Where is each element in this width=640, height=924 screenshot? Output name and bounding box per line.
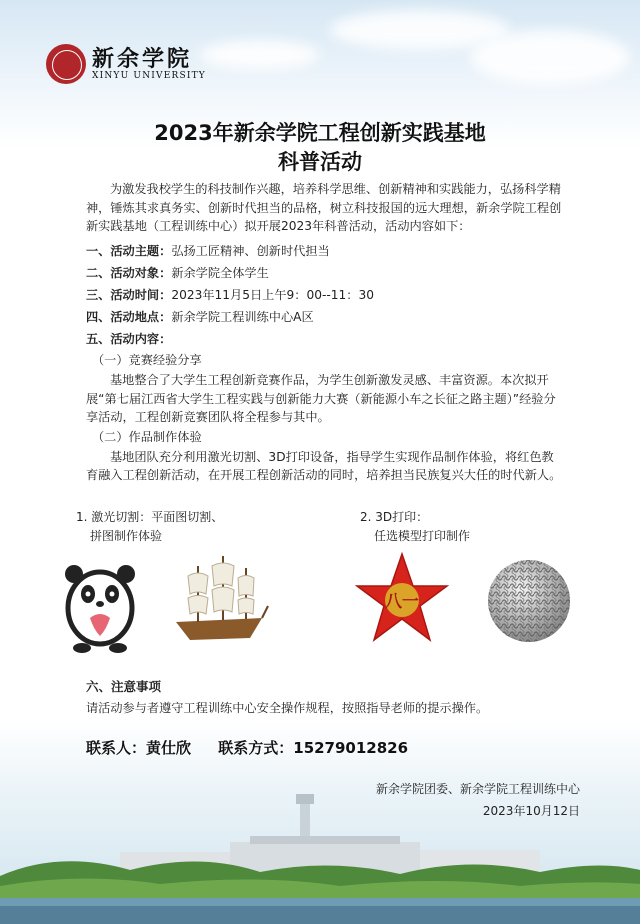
item-location: 四、活动地点：新余学院工程训练中心A区: [86, 310, 314, 324]
poster-title-line2: 科普活动: [278, 150, 362, 174]
logo-english-name: XINYU UNIVERSITY: [92, 71, 206, 81]
red-star-3dprint-image: [354, 552, 450, 644]
logo-chinese-name: 新余学院: [92, 46, 193, 72]
sub1-text: 基地整合了大学生工程创新竞赛作品，为学生创新激发灵感、丰富资源。本次拟开展“第七届江西省大学生工程实践与创新能力大赛（新能源小车之长征之路主题）”经验分享活动，工程创新竞赛团队将全程参与其中。: [86, 373, 556, 424]
star-emblem-text: 八一: [385, 592, 419, 612]
item-content: 五、活动内容：: [86, 332, 172, 346]
intro-paragraph: 为激发我校学生的科技制作兴趣，培养科学思维、创新精神和实践能力，弘扬科学精神，锤炼其求真务实、创新时代担当的品格，树立科技报国的远大理想，新余学院工程创新实践基地（工程训练中心）拟开展2023年科普活动，活动内容如下：: [86, 182, 562, 233]
sky-cloud: [470, 30, 630, 85]
sky-cloud: [200, 40, 320, 70]
university-logo: [46, 44, 206, 84]
panda-mascot-image: [60, 556, 140, 656]
item-audience: 二、活动对象：新余学院全体学生: [86, 266, 269, 280]
notice-text: 请活动参与者遵守工程训练中心安全操作规程，按照指导老师的提示操作。: [86, 701, 489, 715]
activity-items: [86, 240, 562, 485]
poster-title-line1: 2023年新余学院工程创新实践基地: [154, 121, 486, 145]
university-seal-icon: [46, 44, 86, 84]
contact-person: 联系人：黄仕欣: [86, 739, 192, 757]
laser-caption: 1. 激光切割：平面图切割、 拼图制作体验: [76, 510, 224, 543]
footer-date: 2023年10月12日: [482, 804, 580, 818]
sub2-text: 基地团队充分利用激光切割、3D打印设备，指导学生实现作品制作体验，将红色教育融入工程创新活动，在开展工程创新活动的同时，培养担当民族复兴大任的时代新人。: [86, 449, 562, 482]
intro-section: [86, 180, 562, 236]
notice-title: 六、注意事项: [86, 679, 162, 694]
woven-sphere-3dprint-image: [486, 558, 572, 644]
contact-phone: 联系方式：15279012826: [218, 739, 409, 757]
sub1-title: （一）竞赛经验分享: [92, 353, 202, 367]
item-time: 三、活动时间：2023年11月5日上午9：00--11：30: [86, 288, 374, 302]
sub2-title: （二）作品制作体验: [92, 429, 202, 444]
wooden-ship-image: [168, 548, 270, 648]
print3d-caption: 2. 3D打印： 任选模型打印制作: [360, 510, 471, 543]
contact-info: [86, 737, 430, 758]
item-theme: 一、活动主题：弘扬工匠精神、创新时代担当: [86, 244, 330, 258]
campus-scenery-image: [0, 780, 640, 924]
footer-organizer: 新余学院团委、新余学院工程训练中心: [375, 782, 580, 796]
